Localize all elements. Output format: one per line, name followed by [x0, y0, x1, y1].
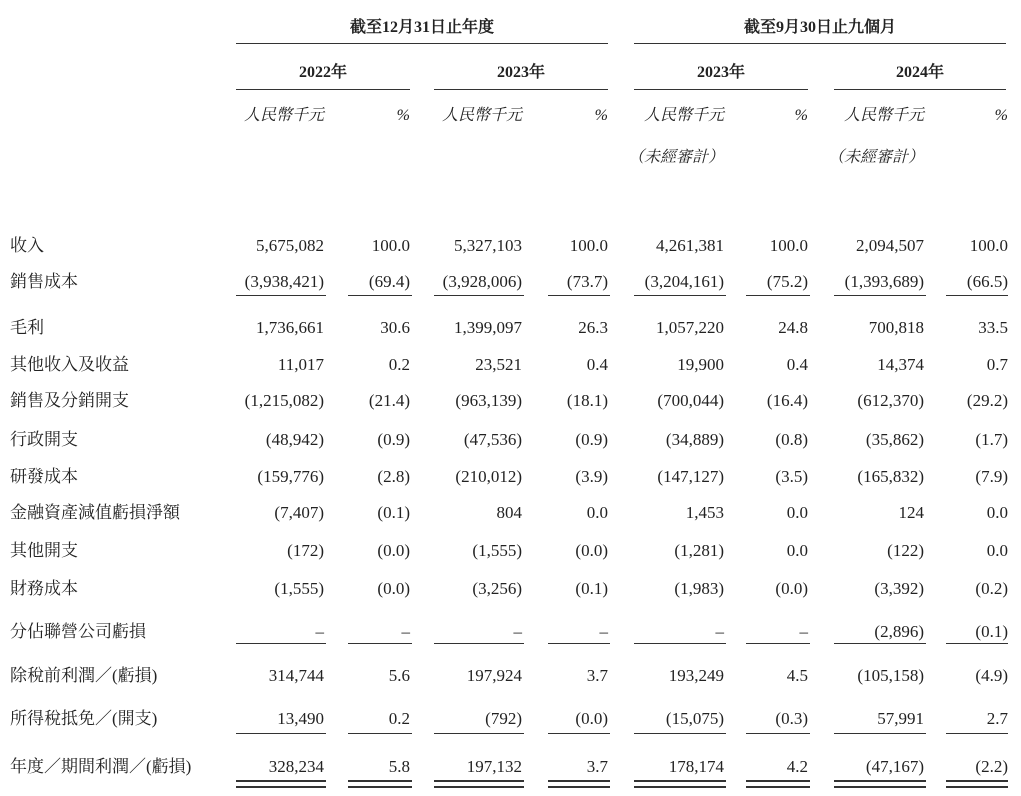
total-double-rule-top: [634, 780, 726, 782]
row-label: 收入: [10, 236, 44, 255]
subtotal-rule: [834, 733, 926, 734]
table-cell: (210,012): [455, 467, 522, 486]
table-cell: 2,094,507: [856, 236, 924, 255]
table-cell: 1,453: [685, 503, 724, 522]
total-double-rule-top: [348, 780, 412, 782]
table-cell: (48,942): [265, 430, 324, 449]
table-cell: (122): [887, 541, 924, 560]
subtotal-rule: [348, 643, 412, 644]
table-cell: (612,370): [857, 391, 924, 410]
table-cell: 700,818: [868, 318, 924, 337]
table-cell: (1,555): [274, 579, 324, 598]
table-cell: (2.8): [377, 467, 410, 486]
table-cell: 0.0: [986, 541, 1008, 560]
total-double-rule-bottom: [634, 786, 726, 788]
total-double-rule-top: [236, 780, 326, 782]
table-cell: 4,261,381: [656, 236, 724, 255]
row-label: 財務成本: [10, 579, 78, 598]
row-label: 銷售成本: [10, 272, 78, 291]
subtotal-rule: [946, 643, 1008, 644]
total-double-rule-bottom: [348, 786, 412, 788]
table-cell: (0.1): [575, 579, 608, 598]
table-cell: 804: [496, 503, 522, 522]
subtotal-rule: [434, 733, 524, 734]
row-label: 年度／期間利潤／(虧損): [10, 757, 192, 776]
table-cell: (0.0): [775, 579, 808, 598]
unit-pct-label: %: [994, 107, 1008, 124]
table-cell: 100.0: [569, 236, 608, 255]
subtotal-rule: [746, 643, 810, 644]
unit-rmb-label: 人民幣千元: [243, 107, 324, 124]
table-cell: 314,744: [268, 666, 324, 685]
subtotal-rule: [634, 295, 726, 296]
total-double-rule-bottom: [946, 786, 1008, 788]
table-cell: (1,215,082): [244, 391, 324, 410]
table-cell: (0.0): [575, 541, 608, 560]
table-cell: 124: [898, 503, 924, 522]
subtotal-rule: [834, 295, 926, 296]
subtotal-rule: [548, 643, 610, 644]
table-cell: 0.4: [786, 355, 808, 374]
unit-pct-label: %: [396, 107, 410, 124]
table-cell: (35,862): [865, 430, 924, 449]
row-label: 銷售及分銷開支: [10, 391, 129, 410]
unaudited-label: （未經審計）: [827, 149, 924, 166]
subtotal-rule: [634, 733, 726, 734]
table-cell: 1,399,097: [454, 318, 522, 337]
table-cell: (21.4): [368, 391, 410, 410]
table-cell: 5.6: [388, 666, 410, 685]
unit-pct-label: %: [794, 107, 808, 124]
table-cell: 0.4: [586, 355, 608, 374]
table-cell: (792): [485, 709, 522, 728]
table-cell: (1,281): [674, 541, 724, 560]
table-cell: (3.5): [775, 467, 808, 486]
year-rule: [434, 89, 608, 90]
table-cell: 0.2: [388, 355, 410, 374]
unit-rmb-label: 人民幣千元: [441, 107, 522, 124]
subtotal-rule: [434, 295, 524, 296]
table-cell: (105,158): [857, 666, 924, 685]
table-cell: 0.0: [786, 503, 808, 522]
table-cell: (47,167): [865, 757, 924, 776]
table-cell: 0.0: [586, 503, 608, 522]
group-rule-nine-months: [634, 43, 1006, 44]
subtotal-rule: [236, 733, 326, 734]
subtotal-rule: [348, 733, 412, 734]
table-cell: (0.9): [377, 430, 410, 449]
table-cell: 1,736,661: [256, 318, 324, 337]
table-cell: 100.0: [769, 236, 808, 255]
table-cell: (3,256): [472, 579, 522, 598]
unit-rmb-label: 人民幣千元: [843, 107, 924, 124]
table-cell: –: [401, 622, 410, 641]
table-cell: –: [599, 622, 608, 641]
total-double-rule-top: [746, 780, 810, 782]
table-cell: (0.0): [377, 541, 410, 560]
table-cell: (2,896): [874, 622, 924, 641]
row-label: 其他開支: [10, 541, 78, 560]
table-cell: 11,017: [277, 355, 324, 374]
table-cell: 33.5: [978, 318, 1008, 337]
table-cell: (47,536): [463, 430, 522, 449]
year-rule: [634, 89, 808, 90]
table-cell: (3,928,006): [442, 272, 522, 291]
table-cell: 5,675,082: [256, 236, 324, 255]
table-cell: 0.2: [388, 709, 410, 728]
group-rule-fiscal-year: [236, 43, 608, 44]
table-cell: (0.8): [775, 430, 808, 449]
table-cell: 14,374: [877, 355, 924, 374]
unit-pct-label: %: [594, 107, 608, 124]
unaudited-label: （未經審計）: [627, 149, 724, 166]
table-cell: (3,204,161): [644, 272, 724, 291]
table-cell: 1,057,220: [656, 318, 724, 337]
table-cell: 3.7: [586, 666, 608, 685]
row-label: 分佔聯營公司虧損: [10, 622, 146, 641]
table-cell: (0.1): [377, 503, 410, 522]
total-double-rule-top: [946, 780, 1008, 782]
table-cell: (0.1): [975, 622, 1008, 641]
table-cell: (1,555): [472, 541, 522, 560]
table-cell: (29.2): [966, 391, 1008, 410]
table-cell: (165,832): [857, 467, 924, 486]
table-cell: 178,174: [668, 757, 724, 776]
subtotal-rule: [236, 643, 326, 644]
table-cell: (69.4): [368, 272, 410, 291]
subtotal-rule: [348, 295, 412, 296]
table-cell: (147,127): [657, 467, 724, 486]
row-label: 所得稅抵免／(開支): [10, 709, 158, 728]
table-cell: (75.2): [766, 272, 808, 291]
table-cell: (0.3): [775, 709, 808, 728]
table-cell: (2.2): [975, 757, 1008, 776]
table-cell: (73.7): [566, 272, 608, 291]
table-cell: (0.9): [575, 430, 608, 449]
total-double-rule-top: [834, 780, 926, 782]
table-cell: 0.7: [986, 355, 1008, 374]
table-cell: (7,407): [274, 503, 324, 522]
total-double-rule-top: [434, 780, 524, 782]
table-cell: –: [315, 622, 324, 641]
table-cell: –: [799, 622, 808, 641]
table-cell: 100.0: [371, 236, 410, 255]
table-cell: (7.9): [975, 467, 1008, 486]
table-cell: (4.9): [975, 666, 1008, 685]
table-cell: (34,889): [665, 430, 724, 449]
year-header: 2022年: [298, 64, 347, 81]
total-double-rule-bottom: [834, 786, 926, 788]
table-cell: 4.5: [786, 666, 808, 685]
subtotal-rule: [834, 643, 926, 644]
group-header-nine-months: 截至9月30日止九個月: [743, 19, 896, 36]
table-cell: 3.7: [586, 757, 608, 776]
year-header: 2023年: [696, 64, 745, 81]
table-cell: (18.1): [566, 391, 608, 410]
row-label: 毛利: [10, 318, 44, 337]
table-cell: 57,991: [877, 709, 924, 728]
year-header: 2023年: [496, 64, 545, 81]
unit-rmb-label: 人民幣千元: [643, 107, 724, 124]
table-cell: 5,327,103: [454, 236, 522, 255]
subtotal-rule: [548, 733, 610, 734]
subtotal-rule: [548, 295, 610, 296]
subtotal-rule: [946, 733, 1008, 734]
subtotal-rule: [434, 643, 524, 644]
table-cell: 328,234: [268, 757, 324, 776]
table-cell: 24.8: [778, 318, 808, 337]
table-cell: 30.6: [380, 318, 410, 337]
table-cell: 0.0: [786, 541, 808, 560]
table-cell: 5.8: [388, 757, 410, 776]
table-cell: (172): [287, 541, 324, 560]
table-cell: (0.0): [575, 709, 608, 728]
total-double-rule-bottom: [746, 786, 810, 788]
year-rule: [236, 89, 410, 90]
table-cell: (3,938,421): [244, 272, 324, 291]
table-cell: 23,521: [475, 355, 522, 374]
table-cell: (963,139): [455, 391, 522, 410]
subtotal-rule: [236, 295, 326, 296]
group-header-fiscal-year: 截至12月31日止年度: [349, 19, 494, 36]
subtotal-rule: [946, 295, 1008, 296]
table-cell: (1,983): [674, 579, 724, 598]
total-double-rule-top: [548, 780, 610, 782]
year-header: 2024年: [895, 64, 944, 81]
table-cell: 26.3: [578, 318, 608, 337]
table-cell: (0.2): [975, 579, 1008, 598]
table-cell: 197,924: [466, 666, 522, 685]
table-cell: (66.5): [966, 272, 1008, 291]
row-label: 其他收入及收益: [10, 355, 129, 374]
table-cell: 0.0: [986, 503, 1008, 522]
row-label: 行政開支: [10, 430, 78, 449]
row-label: 研發成本: [10, 467, 78, 486]
subtotal-rule: [746, 295, 810, 296]
table-cell: (16.4): [766, 391, 808, 410]
total-double-rule-bottom: [548, 786, 610, 788]
table-cell: 19,900: [677, 355, 724, 374]
table-cell: –: [513, 622, 522, 641]
total-double-rule-bottom: [434, 786, 524, 788]
table-cell: (15,075): [665, 709, 724, 728]
total-double-rule-bottom: [236, 786, 326, 788]
subtotal-rule: [746, 733, 810, 734]
table-cell: 197,132: [466, 757, 522, 776]
table-cell: (1.7): [975, 430, 1008, 449]
table-cell: (1,393,689): [844, 272, 924, 291]
table-cell: 4.2: [786, 757, 808, 776]
table-cell: 193,249: [668, 666, 724, 685]
subtotal-rule: [634, 643, 726, 644]
table-cell: (3.9): [575, 467, 608, 486]
table-cell: (3,392): [874, 579, 924, 598]
table-cell: –: [715, 622, 724, 641]
table-cell: 2.7: [986, 709, 1008, 728]
table-cell: (159,776): [257, 467, 324, 486]
table-cell: 100.0: [969, 236, 1008, 255]
table-cell: (700,044): [657, 391, 724, 410]
row-label: 除稅前利潤／(虧損): [10, 666, 158, 685]
row-label: 金融資產減值虧損淨額: [10, 503, 180, 522]
table-cell: (0.0): [377, 579, 410, 598]
year-rule: [834, 89, 1006, 90]
table-cell: 13,490: [277, 709, 324, 728]
